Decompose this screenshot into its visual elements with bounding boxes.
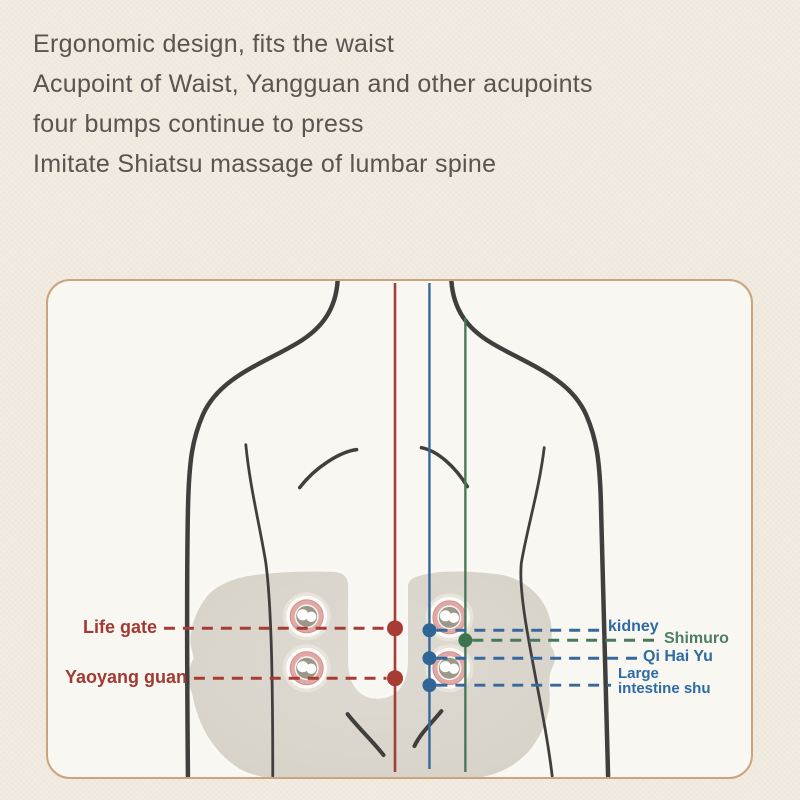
heading-line-2: Acupoint of Waist, Yangguan and other acupoints (33, 70, 593, 98)
heading-line-4: Imitate Shiatsu massage of lumbar spine (33, 150, 497, 178)
qi-hai-yu-point (422, 651, 436, 665)
massage-bump-top-left (283, 592, 331, 640)
heading-line-1: Ergonomic design, fits the waist (33, 30, 395, 58)
diagram-panel (46, 279, 753, 779)
bump-highlight (306, 612, 316, 622)
bump-highlight (306, 664, 316, 674)
large-intestine-shu-label: Large intestine shu (618, 665, 711, 697)
acupoint-diagram (48, 281, 751, 777)
massage-bump-bottom-left (283, 644, 331, 692)
life-gate-point (387, 620, 403, 636)
kidney-point (422, 623, 436, 637)
life-gate-label: Life gate (82, 617, 157, 637)
yaoyang-guan-label: Yaoyang guan (64, 667, 187, 687)
kidney-label: kidney (608, 618, 659, 635)
shimuro-point (458, 633, 472, 647)
device-body (187, 570, 556, 777)
left-scapula-stroke (300, 450, 357, 488)
shimuro-label: Shimuro (664, 630, 729, 647)
massage-device (187, 570, 556, 777)
yaoyang-guan-point (387, 670, 403, 686)
qi-hai-yu-label: Qi Hai Yu (643, 648, 713, 665)
bump-highlight (449, 664, 459, 674)
bump-highlight (449, 613, 459, 623)
large-intestine-shu-point (422, 678, 436, 692)
heading-block (33, 24, 593, 184)
heading-line-3: four bumps continue to press (33, 110, 364, 138)
